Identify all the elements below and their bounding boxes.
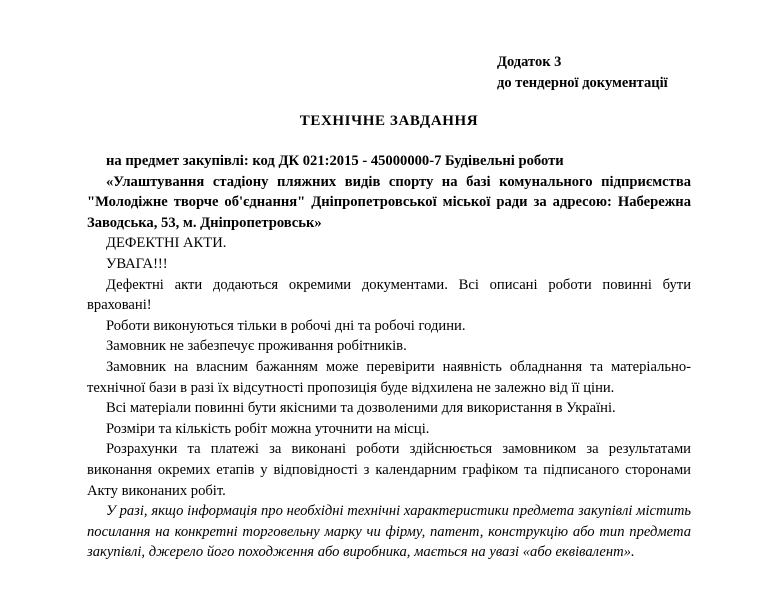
paragraph-dimensions-onsite: Розміри та кількість робіт можна уточнити на місці. (106, 420, 430, 437)
defect-acts-heading: ДЕФЕКТНІ АКТИ. (106, 235, 227, 252)
header-appendix-number: Додаток 3 (497, 54, 562, 70)
attention-heading: УВАГА!!! (106, 255, 168, 272)
procurement-object-paragraph: «Улаштування стадіону пляжних видів спорту на базі комунального підприємства "Молодіжне творче об'єднання" Дніпропетровської міської ради за адресою: Набережна Заводська, 53, м. Дніпропетровськ» (87, 173, 691, 231)
paragraph-payments: Розрахунки та платежі за виконані роботи здійснюється замовником за результатами виконання окремих етапів у відповідності з календарним графіком та підписаного сторонами Акту виконаних робіт. (87, 441, 691, 499)
paragraph-equivalent-note: У разі, якщо інформація про необхідні технічні характеристики предмета закупівлі містить посилання на конкретні торговельну марку чи фірму, патент, конструкцію або тип предмета закупівлі, джерело його походження або виробника, мається на увазі «або еквівалент». (87, 503, 691, 561)
paragraph-materials-quality: Всі матеріали повинні бути якісними та дозволеними для використання в Україні. (106, 400, 616, 417)
procurement-subject-line: на предмет закупівлі: код ДК 021:2015 - 45000000-7 Будівельні роботи (106, 153, 564, 169)
header-tender-doc-reference: до тендерної документації (497, 75, 668, 91)
paragraph-no-accommodation: Замовник не забезпечує проживання робітників. (106, 338, 407, 355)
page-title: ТЕХНІЧНЕ ЗАВДАННЯ (299, 113, 479, 129)
paragraph-equipment-check: Замовник на власним бажанням може перевірити наявність обладнання та матеріально-технічної бази в разі їх відсутності пропозиція буде відхилена не залежно від її ціни. (87, 358, 691, 396)
document-header (497, 52, 757, 94)
document-body (87, 112, 691, 563)
paragraph-working-hours: Роботи виконуються тільки в робочі дні та робочі години. (106, 317, 466, 334)
paragraph-defect-acts: Дефектні акти додаються окремими документами. Всі описані роботи повинні бути враховані! (87, 276, 691, 314)
